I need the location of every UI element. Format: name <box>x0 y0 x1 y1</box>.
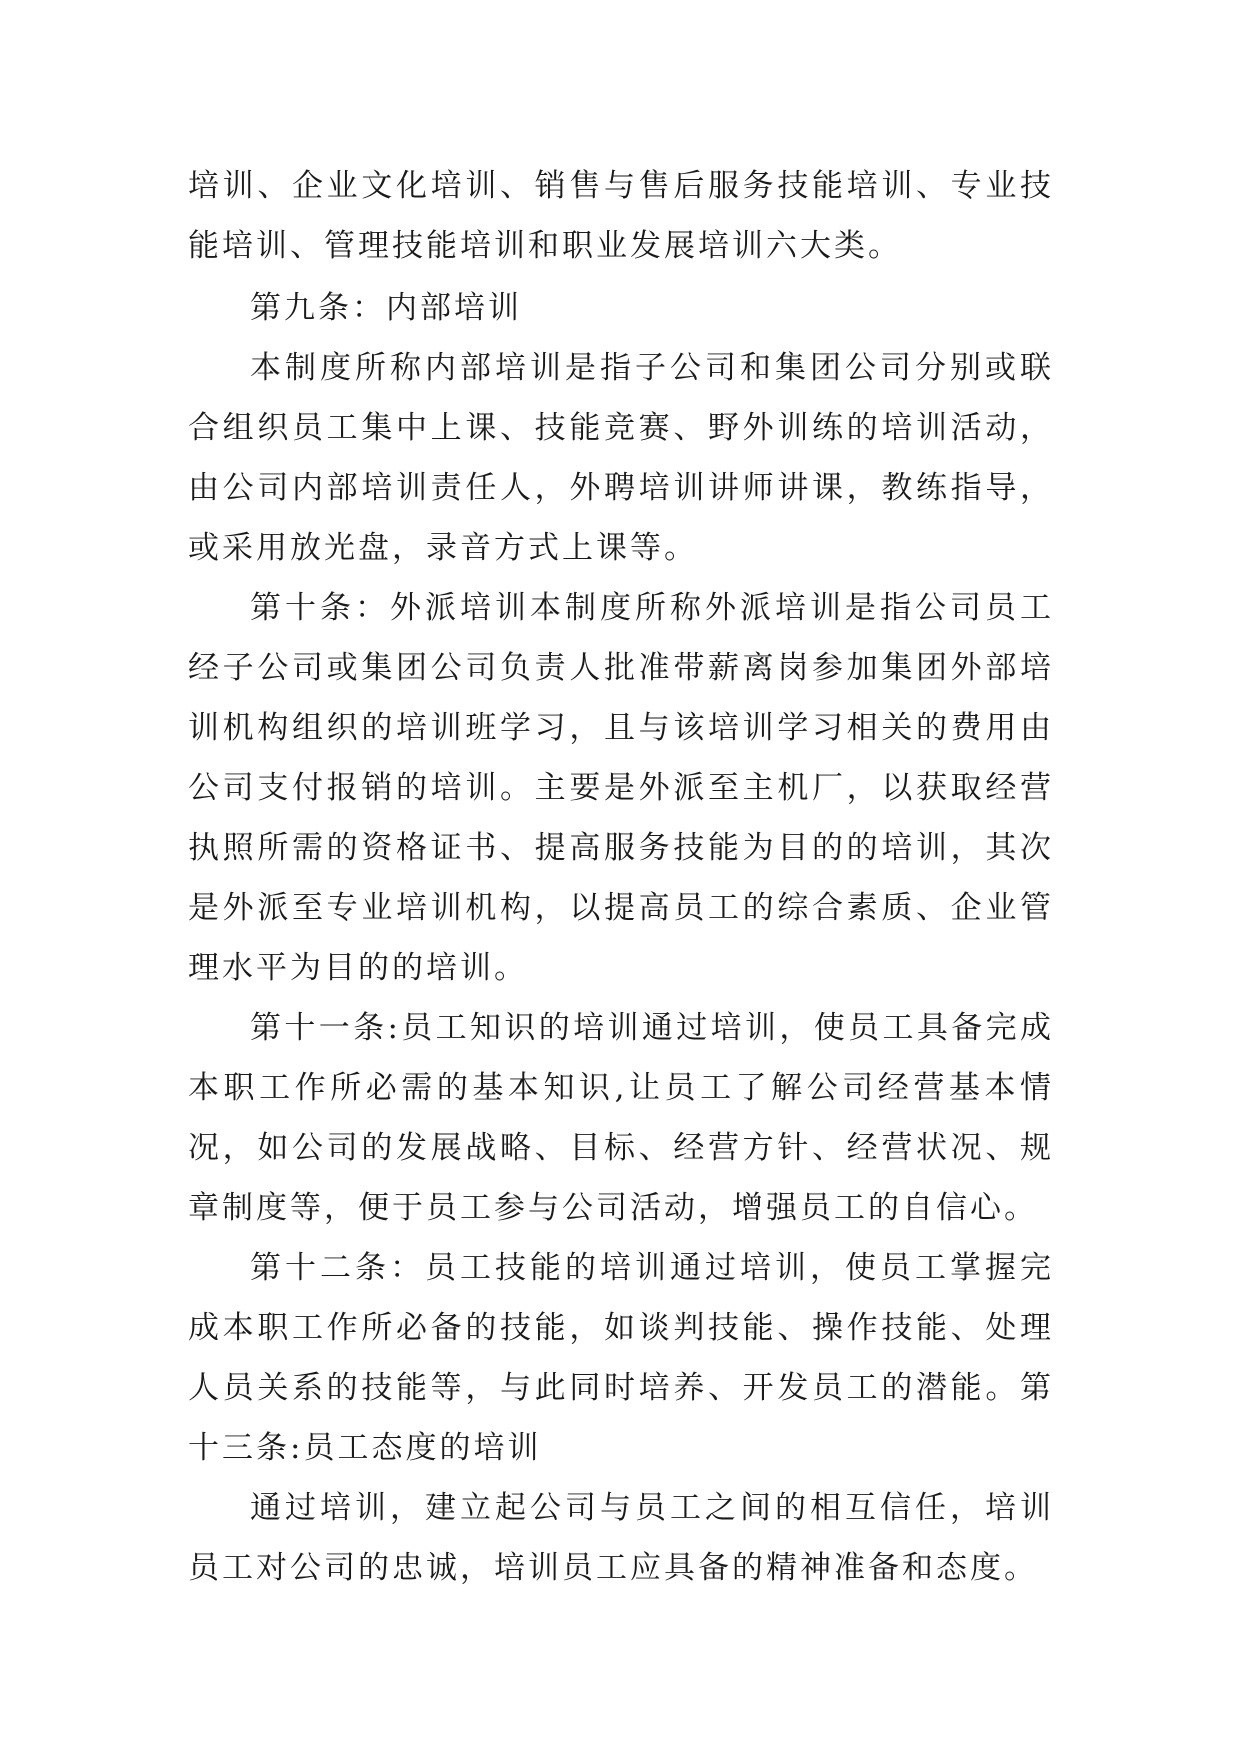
article-11-paragraph: 第十一条:员工知识的培训通过培训，使员工具备完成本职工作所必需的基本知识,让员工了解公司经营基本情况，如公司的发展战略、目标、经营方针、经营状况、规章制度等，便于员工参与公司活动，增强员工的自信心。 <box>188 1010 1054 1226</box>
article-9-body: 本制度所称内部培训是指子公司和集团公司分别或联合组织员工集中上课、技能竞赛、野外训练的培训活动，由公司内部培训责任人，外聘培训讲师讲课，教练指导，或采用放光盘，录音方式上课等。 <box>188 350 1054 566</box>
document-body <box>188 156 1054 1598</box>
article-10-paragraph: 第十条：外派培训本制度所称外派培训是指公司员工经子公司或集团公司负责人批准带薪离岗参加集团外部培训机构组织的培训班学习，且与该培训学习相关的费用由公司支付报销的培训。主要是外派至主机厂，以获取经营执照所需的资格证书、提高服务技能为目的的培训，其次是外派至专业培训机构，以提高员工的综合素质、企业管理水平为目的的培训。 <box>188 590 1054 986</box>
article-9-heading: 第九条：内部培训 <box>250 290 522 326</box>
paragraph-continuation: 培训、企业文化培训、销售与售后服务技能培训、专业技能培训、管理技能培训和职业发展培训六大类。 <box>188 168 1054 264</box>
article-12-13-paragraph: 第十二条：员工技能的培训通过培训，使员工掌握完成本职工作所必备的技能，如谈判技能、操作技能、处理人员关系的技能等，与此同时培养、开发员工的潜能。第十三条:员工态度的培训 <box>188 1250 1054 1466</box>
article-13-body: 通过培训，建立起公司与员工之间的相互信任，培训员工对公司的忠诚，培训员工应具备的精神准备和态度。 <box>188 1490 1054 1586</box>
